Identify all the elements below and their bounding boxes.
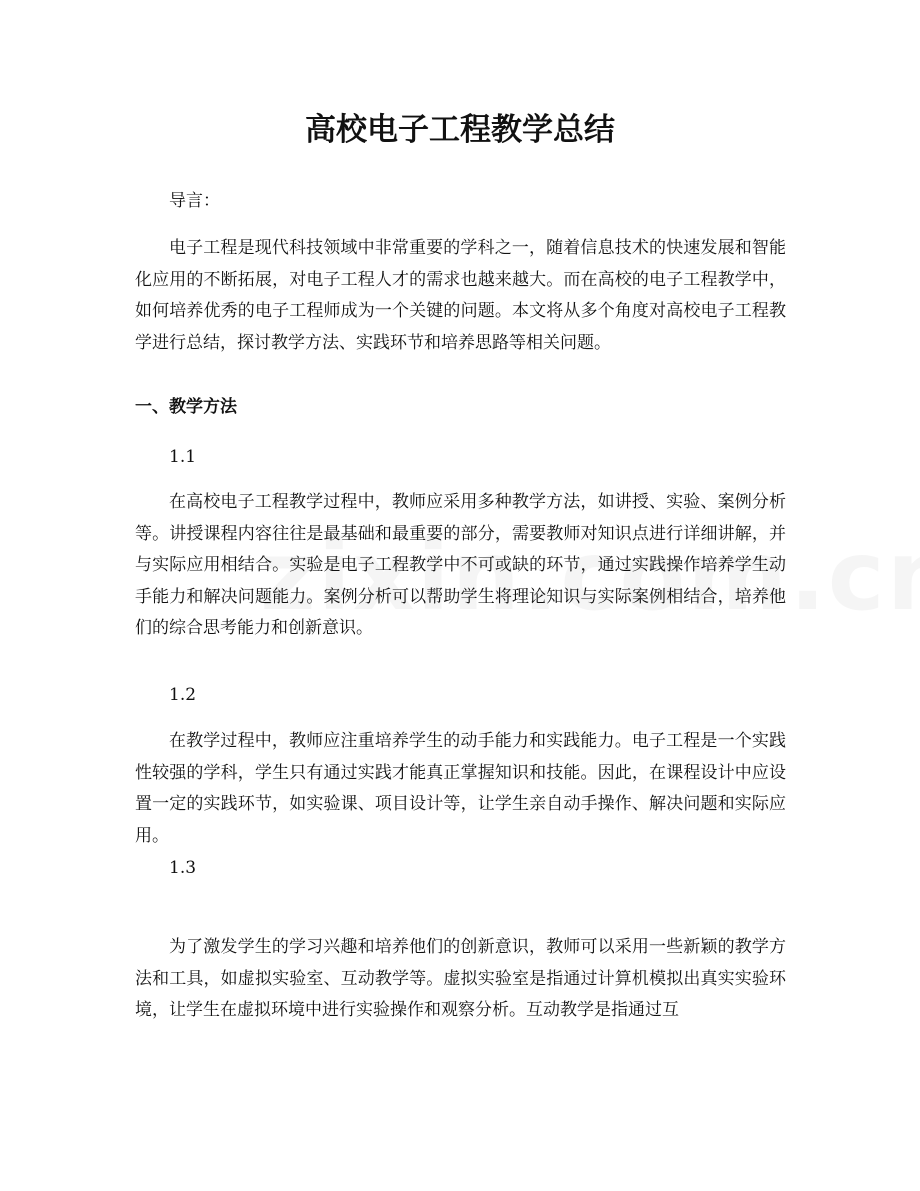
document-title: 高校电子工程教学总结 bbox=[305, 112, 615, 148]
subsection-label-1-2: 1.2 bbox=[169, 685, 197, 705]
subsection-paragraph-1-2: 在教学过程中，教师应注重培养学生的动手能力和实践能力。电子工程是一个实践性较强的学科，学生只有通过实践才能真正掌握知识和技能。因此，在课程设计中应设置一定的实践环节，如实验课、项目设计等，让学生亲自动手操作、解决问题和实际应用。 bbox=[135, 731, 786, 846]
subsection-label-1-3: 1.3 bbox=[169, 858, 197, 878]
subsection-paragraph-1-3: 为了激发学生的学习兴趣和培养他们的创新意识，教师可以采用一些新颖的教学方法和工具，如虚拟实验室、互动教学等。虚拟实验室是指通过计算机模拟出真实实验环境，让学生在虚拟环境中进行实验操作和观察分析。互动教学是指通过互 bbox=[135, 937, 786, 1020]
intro-label: 导言： bbox=[169, 191, 220, 211]
section-heading-teaching-methods: 一、教学方法 bbox=[135, 397, 237, 417]
intro-paragraph: 电子工程是现代科技领域中非常重要的学科之一，随着信息技术的快速发展和智能化应用的不断拓展，对电子工程人才的需求也越来越大。而在高校的电子工程教学中，如何培养优秀的电子工程师成为一个关键的问题。本文将从多个角度对高校电子工程教学进行总结，探讨教学方法、实践环节和培养思路等相关问题。 bbox=[135, 238, 786, 353]
subsection-label-1-1: 1.1 bbox=[169, 447, 197, 467]
subsection-paragraph-1-1: 在高校电子工程教学过程中，教师应采用多种教学方法，如讲授、实验、案例分析等。讲授课程内容往往是最基础和最重要的部分，需要教师对知识点进行详细讲解，并与实际应用相结合。实验是电子工程教学中不可或缺的环节，通过实践操作培养学生动手能力和解决问题能力。案例分析可以帮助学生将理论知识与实际案例相结合，培养他们的综合思考能力和创新意识。 bbox=[135, 492, 786, 638]
